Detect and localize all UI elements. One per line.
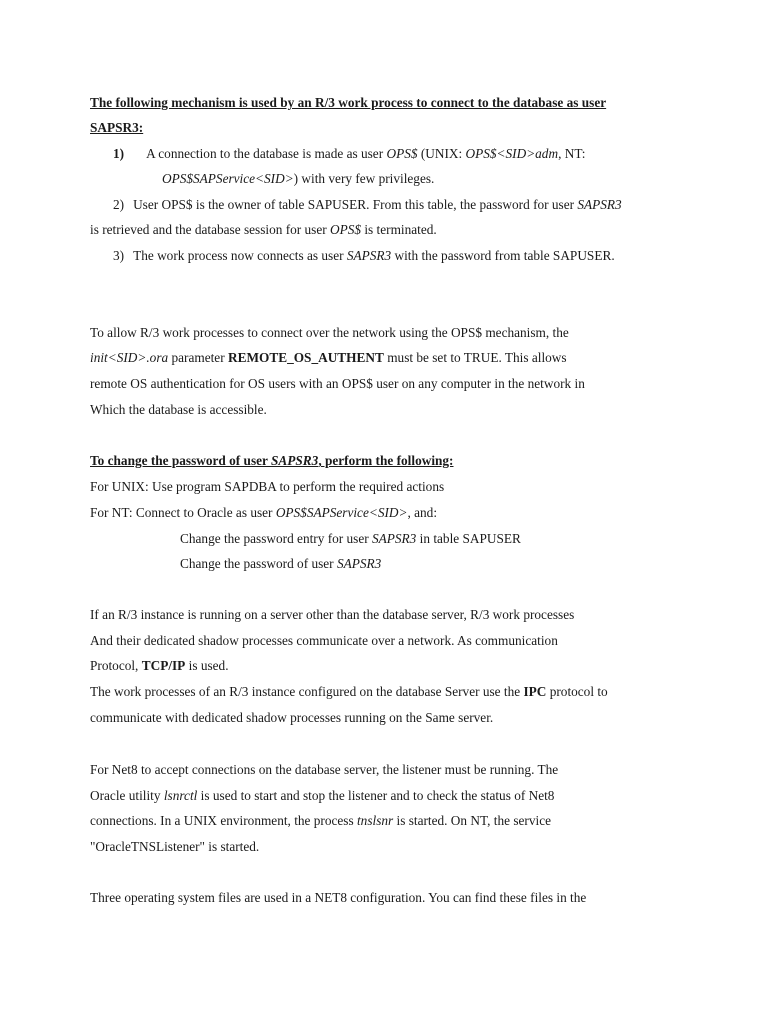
step-1-number: 1) xyxy=(113,146,125,161)
network-para-line3: remote OS authentication for OS users with an OPS$ user on any computer in the network in xyxy=(90,376,585,391)
instance-para-line5: communicate with dedicated shadow processes running on the Same server. xyxy=(90,710,494,725)
step-2-line2: is retrieved and the database session for user OPS$ is terminated. xyxy=(90,222,437,237)
step-1-line1: 1) A connection to the database is made as user OPS$ (UNIX: OPS$<SID>adm, NT: xyxy=(113,146,586,161)
heading-change-password: To change the password of user SAPSR3, perform the following: xyxy=(90,453,454,468)
step-2-number: 2) xyxy=(113,197,125,212)
instance-para-line3: Protocol, TCP/IP is used. xyxy=(90,658,229,673)
step-1-line2: OPS$SAPService<SID>) with very few privileges. xyxy=(162,171,435,186)
heading-mechanism-line2: SAPSR3: xyxy=(90,120,144,135)
network-para-line1: To allow R/3 work processes to connect over the network using the OPS$ mechanism, the xyxy=(90,325,569,340)
step-3-line1: 3) The work process now connects as user SAPSR3 with the password from table SAPUSER. xyxy=(113,248,615,263)
heading-mechanism-line1: The following mechanism is used by an R/3 work process to connect to the database as user xyxy=(90,95,607,110)
instance-para-line2: And their dedicated shadow processes communicate over a network. As communication xyxy=(90,633,558,648)
step-2-line1: 2) User OPS$ is the owner of table SAPUSER. From this table, the password for user SAPSR3 xyxy=(113,197,622,212)
net8-para-line4: "OracleTNSListener" is started. xyxy=(90,839,260,854)
change-pw-unix: For UNIX: Use program SAPDBA to perform the required actions xyxy=(90,479,445,494)
change-pw-user: Change the password of user SAPSR3 xyxy=(180,556,382,571)
change-pw-entry: Change the password entry for user SAPSR3 in table SAPUSER xyxy=(180,531,521,546)
instance-para-line1: If an R/3 instance is running on a server other than the database server, R/3 work processes xyxy=(90,607,575,622)
change-pw-nt: For NT: Connect to Oracle as user OPS$SAPService<SID>, and: xyxy=(90,505,438,520)
instance-para-line4: The work processes of an R/3 instance configured on the database Server use the IPC protocol to xyxy=(90,684,608,699)
network-para-line2: init<SID>.ora parameter REMOTE_OS_AUTHENT must be set to TRUE. This allows xyxy=(90,350,567,365)
step-3-number: 3) xyxy=(113,248,125,263)
files-para-line1: Three operating system files are used in a NET8 configuration. You can find these files in the xyxy=(90,890,587,905)
network-para-line4: Which the database is accessible. xyxy=(90,402,267,417)
net8-para-line2: Oracle utility lsnrctl is used to start and stop the listener and to check the status of Net8 xyxy=(90,788,555,803)
net8-para-line3: connections. In a UNIX environment, the process tnslsnr is started. On NT, the service xyxy=(90,813,551,828)
net8-para-line1: For Net8 to accept connections on the database server, the listener must be running. The xyxy=(90,762,559,777)
